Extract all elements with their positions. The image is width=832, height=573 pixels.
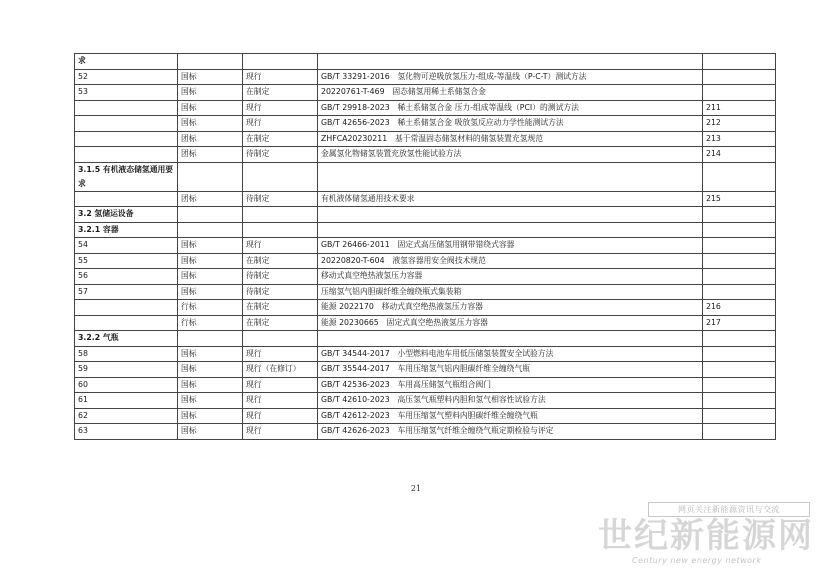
- standard-title-cell: 能源 20230665 固定式真空绝热液氢压力容器: [318, 315, 703, 331]
- section-heading: 3.2 氢储运设备: [75, 207, 178, 223]
- empty-cell: [178, 222, 243, 238]
- standard-title-cell: 有机液体储氢通用技术要求: [318, 191, 703, 207]
- status-cell: 现行: [243, 408, 318, 424]
- status-cell: 在制定: [243, 300, 318, 316]
- row-number-cell: 52: [75, 69, 178, 85]
- page-ref-cell: [703, 362, 776, 378]
- row-number-cell: 54: [75, 238, 178, 254]
- status-cell: 现行: [243, 69, 318, 85]
- standard-type-cell: 国标: [178, 393, 243, 409]
- standard-type-cell: 团标: [178, 191, 243, 207]
- empty-cell: [318, 207, 703, 223]
- standard-title-cell: 移动式真空绝热液氢压力容器: [318, 269, 703, 285]
- page-ref-cell: [703, 69, 776, 85]
- empty-cell: [178, 54, 243, 70]
- page-ref-cell: 212: [703, 116, 776, 132]
- row-number-cell: 60: [75, 377, 178, 393]
- standard-title-cell: GB/T 34544-2017 小型燃料电池车用低压储氢装置安全试验方法: [318, 346, 703, 362]
- standard-title-cell: GB/T 29918-2023 稀土系储氢合金 压力-组成等温线（PCI）的测试方法: [318, 100, 703, 116]
- table-row: [75, 424, 776, 440]
- row-number-cell: [75, 147, 178, 163]
- standard-type-cell: 国标: [178, 362, 243, 378]
- standard-title-cell: GB/T 42656-2023 稀土系储氢合金 吸放氢反应动力学性能测试方法: [318, 116, 703, 132]
- empty-cell: [178, 162, 243, 191]
- empty-cell: [318, 162, 703, 191]
- standard-type-cell: 国标: [178, 253, 243, 269]
- status-cell: 在制定: [243, 85, 318, 101]
- table-row: [75, 100, 776, 116]
- status-cell: 待制定: [243, 147, 318, 163]
- watermark-subtitle: Century new energy network: [632, 556, 762, 565]
- standard-type-cell: 国标: [178, 116, 243, 132]
- standard-type-cell: 国标: [178, 424, 243, 440]
- empty-cell: [318, 54, 703, 70]
- table-row: [75, 131, 776, 147]
- standard-title-cell: GB/T 42612-2023 车用压缩氢气塑料内胆碳纤维全缠绕气瓶: [318, 408, 703, 424]
- section-heading: 求: [75, 54, 178, 70]
- status-cell: 待制定: [243, 284, 318, 300]
- table-row: [75, 85, 776, 101]
- status-cell: 现行: [243, 238, 318, 254]
- status-cell: 现行: [243, 346, 318, 362]
- page-ref-cell: 215: [703, 191, 776, 207]
- standard-title-cell: GB/T 26466-2011 固定式高压储氢用钢带错绕式容器: [318, 238, 703, 254]
- empty-cell: [318, 222, 703, 238]
- table-row: [75, 346, 776, 362]
- empty-cell: [703, 162, 776, 191]
- section-row: [75, 222, 776, 238]
- standards-table-body: [75, 54, 776, 440]
- standard-type-cell: 团标: [178, 131, 243, 147]
- standard-type-cell: 国标: [178, 408, 243, 424]
- row-number-cell: 62: [75, 408, 178, 424]
- standard-type-cell: 国标: [178, 238, 243, 254]
- page-ref-cell: [703, 393, 776, 409]
- section-row: [75, 207, 776, 223]
- standard-title-cell: 20220820-T-604 液氢容器用安全阀技术规范: [318, 253, 703, 269]
- row-number-cell: [75, 131, 178, 147]
- standard-title-cell: 能源 2022170 移动式真空绝热液氢压力容器: [318, 300, 703, 316]
- status-cell: 现行: [243, 424, 318, 440]
- standard-title-cell: GB/T 42536-2023 车用高压储氢气瓶组合阀门: [318, 377, 703, 393]
- page-ref-cell: 216: [703, 300, 776, 316]
- page-ref-cell: [703, 424, 776, 440]
- page-ref-cell: 217: [703, 315, 776, 331]
- page-ref-cell: [703, 377, 776, 393]
- standard-title-cell: GB/T 35544-2017 车用压缩氢气铝内胆碳纤维全缠绕气瓶: [318, 362, 703, 378]
- standard-title-cell: 压缩氢气铝内胆碳纤维全缠绕瓶式集装箱: [318, 284, 703, 300]
- table-row: [75, 284, 776, 300]
- table-row: [75, 147, 776, 163]
- status-cell: 待制定: [243, 269, 318, 285]
- status-cell: 在制定: [243, 131, 318, 147]
- page-ref-cell: [703, 346, 776, 362]
- table-row: [75, 191, 776, 207]
- empty-cell: [703, 207, 776, 223]
- standard-title-cell: 20220761-T-469 固态储氢用稀土系储氢合金: [318, 85, 703, 101]
- page-ref-cell: [703, 238, 776, 254]
- section-row: [75, 162, 776, 191]
- table-row: [75, 362, 776, 378]
- standard-type-cell: 国标: [178, 85, 243, 101]
- page-ref-cell: [703, 408, 776, 424]
- row-number-cell: [75, 300, 178, 316]
- standard-type-cell: 行标: [178, 315, 243, 331]
- row-number-cell: [75, 100, 178, 116]
- row-number-cell: 55: [75, 253, 178, 269]
- row-number-cell: 59: [75, 362, 178, 378]
- table-row: [75, 69, 776, 85]
- table-row: [75, 238, 776, 254]
- section-heading: 3.2.1 容器: [75, 222, 178, 238]
- status-cell: 现行: [243, 393, 318, 409]
- row-number-cell: 61: [75, 393, 178, 409]
- status-cell: 现行: [243, 116, 318, 132]
- standard-type-cell: 国标: [178, 269, 243, 285]
- standard-type-cell: 国标: [178, 377, 243, 393]
- row-number-cell: 57: [75, 284, 178, 300]
- table-row: [75, 269, 776, 285]
- standard-type-cell: 国标: [178, 346, 243, 362]
- row-number-cell: 63: [75, 424, 178, 440]
- table-row: [75, 377, 776, 393]
- empty-cell: [243, 162, 318, 191]
- row-number-cell: [75, 116, 178, 132]
- table-row: [75, 116, 776, 132]
- empty-cell: [243, 207, 318, 223]
- page-ref-cell: [703, 269, 776, 285]
- page-number: 21: [410, 484, 422, 493]
- page-ref-cell: [703, 284, 776, 300]
- standard-title-cell: ZHFCA20230211 基于常温固态储氢材料的储氢装置充氢规范: [318, 131, 703, 147]
- standard-title-cell: GB/T 33291-2016 氢化物可逆吸放氢压力-组成-等温线（P-C-T）测试方法: [318, 69, 703, 85]
- section-row: [75, 331, 776, 347]
- standard-type-cell: 国标: [178, 284, 243, 300]
- status-cell: 现行: [243, 100, 318, 116]
- standards-table: [74, 53, 776, 440]
- section-heading: 3.2.2 气瓶: [75, 331, 178, 347]
- table-row: [75, 315, 776, 331]
- table-row: [75, 408, 776, 424]
- section-row: [75, 54, 776, 70]
- row-number-cell: 53: [75, 85, 178, 101]
- status-cell: 在制定: [243, 253, 318, 269]
- row-number-cell: 58: [75, 346, 178, 362]
- table-row: [75, 253, 776, 269]
- standard-type-cell: 团标: [178, 147, 243, 163]
- page-ref-cell: [703, 85, 776, 101]
- empty-cell: [703, 54, 776, 70]
- page-ref-cell: 213: [703, 131, 776, 147]
- page-ref-cell: [703, 253, 776, 269]
- section-heading: 3.1.5 有机液态储氢通用要求: [75, 162, 178, 191]
- row-number-cell: [75, 315, 178, 331]
- empty-cell: [703, 222, 776, 238]
- standard-type-cell: 行标: [178, 300, 243, 316]
- empty-cell: [243, 222, 318, 238]
- empty-cell: [178, 207, 243, 223]
- status-cell: 现行（在修订）: [243, 362, 318, 378]
- empty-cell: [243, 331, 318, 347]
- empty-cell: [243, 54, 318, 70]
- page-ref-cell: 214: [703, 147, 776, 163]
- empty-cell: [178, 331, 243, 347]
- table-row: [75, 393, 776, 409]
- standard-type-cell: 国标: [178, 100, 243, 116]
- standard-title-cell: GB/T 42626-2023 车用压缩氢气纤维全缠绕气瓶定期检验与评定: [318, 424, 703, 440]
- row-number-cell: 56: [75, 269, 178, 285]
- row-number-cell: [75, 191, 178, 207]
- page-ref-cell: 211: [703, 100, 776, 116]
- empty-cell: [703, 331, 776, 347]
- status-cell: 现行: [243, 377, 318, 393]
- status-cell: 在制定: [243, 315, 318, 331]
- watermark-logo: 世纪新能源网: [598, 516, 814, 556]
- standard-title-cell: GB/T 42610-2023 高压氢气瓶塑料内胆和氢气相容性试验方法: [318, 393, 703, 409]
- standard-title-cell: 金属氢化物储氢装置充放氢性能试验方法: [318, 147, 703, 163]
- table-row: [75, 300, 776, 316]
- watermark-banner: 网页关注新能源资讯与交流: [648, 502, 810, 517]
- status-cell: 待制定: [243, 191, 318, 207]
- standard-type-cell: 国标: [178, 69, 243, 85]
- empty-cell: [318, 331, 703, 347]
